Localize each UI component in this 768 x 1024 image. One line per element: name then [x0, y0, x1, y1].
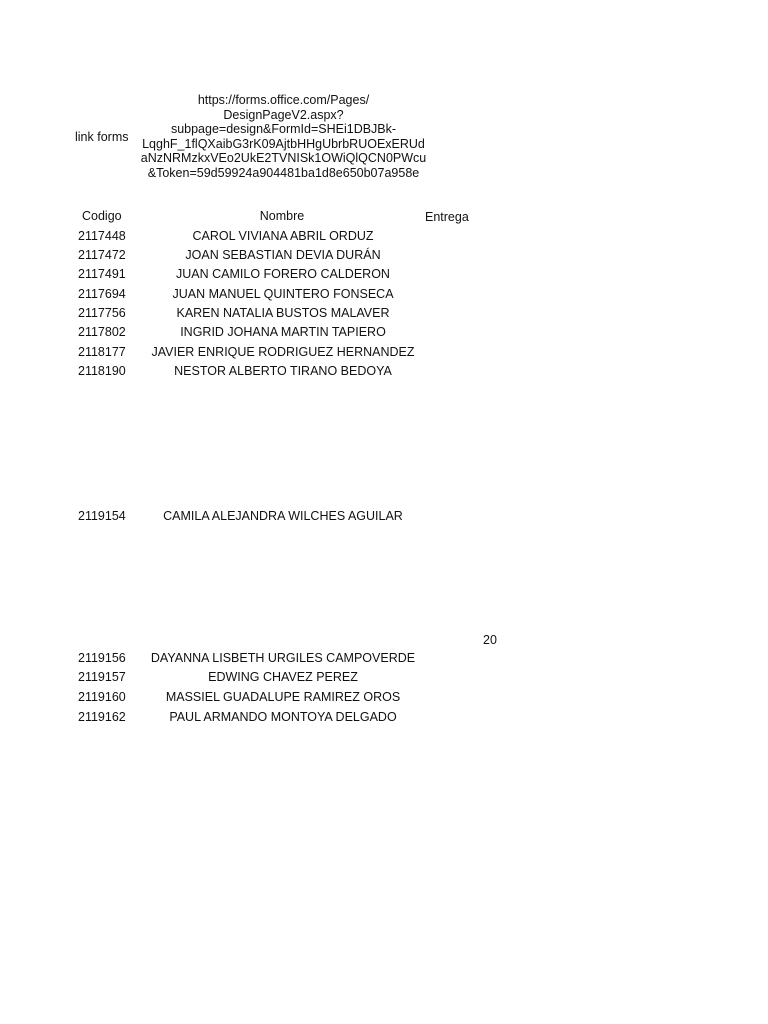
student-name: CAROL VIVIANA ABRIL ORDUZ	[192, 229, 374, 243]
student-code: 2119162	[78, 710, 126, 724]
student-name: CAMILA ALEJANDRA WILCHES AGUILAR	[163, 509, 403, 523]
student-name: JUAN CAMILO FORERO CALDERON	[176, 267, 390, 281]
student-code: 2119154	[78, 509, 126, 523]
student-code: 2117491	[78, 267, 126, 281]
table-row	[0, 670, 768, 686]
student-name: EDWING CHAVEZ PEREZ	[208, 670, 358, 684]
student-code: 2119156	[78, 651, 126, 665]
form-url-line: aNzNRMzkxVEo2UkE2TVNISk1OWiQlQCN0PWcu	[140, 151, 427, 166]
student-code: 2117694	[78, 287, 126, 301]
student-name: JUAN MANUEL QUINTERO FONSECA	[172, 287, 394, 301]
student-name: INGRID JOHANA MARTIN TAPIERO	[180, 325, 386, 339]
form-url-line: &Token=59d59924a904481ba1d8e650b07a958e	[147, 165, 420, 180]
header-entrega: Entrega	[425, 210, 469, 224]
student-name: MASSIEL GUADALUPE RAMIREZ OROS	[165, 690, 401, 704]
table-row	[0, 287, 768, 303]
table-row	[0, 229, 768, 245]
student-code: 2119157	[78, 670, 126, 684]
form-url-line: subpage=design&FormId=SHEi1DBJBk-	[170, 122, 397, 137]
form-url[interactable]	[140, 93, 427, 181]
student-code: 2117802	[78, 325, 126, 339]
student-code: 2119160	[78, 690, 126, 704]
table-row	[0, 267, 768, 283]
form-url-line: DesignPageV2.aspx?	[223, 107, 344, 122]
student-code: 2117472	[78, 248, 126, 262]
table-row	[0, 306, 768, 322]
student-name: JAVIER ENRIQUE RODRIGUEZ HERNANDEZ	[151, 345, 415, 359]
header-codigo: Codigo	[82, 209, 122, 223]
header-nombre: Nombre	[259, 209, 305, 223]
student-name: JOAN SEBASTIAN DEVIA DURÁN	[185, 248, 381, 262]
student-code: 2118190	[78, 364, 126, 378]
entrega-count: 20	[483, 633, 497, 647]
student-name: DAYANNA LISBETH URGILES CAMPOVERDE	[150, 651, 416, 665]
table-row	[0, 690, 768, 706]
student-code: 2117448	[78, 229, 126, 243]
table-row	[0, 325, 768, 341]
student-name: NESTOR ALBERTO TIRANO BEDOYA	[174, 364, 392, 378]
table-row	[0, 248, 768, 264]
student-code: 2117756	[78, 306, 126, 320]
student-name: KAREN NATALIA BUSTOS MALAVER	[176, 306, 390, 320]
student-name: PAUL ARMANDO MONTOYA DELGADO	[169, 710, 397, 724]
student-code: 2118177	[78, 345, 126, 359]
table-row	[0, 345, 768, 361]
form-url-line: https://forms.office.com/Pages/	[197, 93, 370, 107]
table-row	[0, 651, 768, 667]
table-row	[0, 710, 768, 726]
table-row	[0, 364, 768, 380]
link-forms-label: link forms	[75, 130, 129, 144]
table-row	[0, 509, 768, 525]
form-url-line: LqghF_1flQXaibG3rK09AjtbHHgUbrbRUOExERUd	[142, 136, 425, 151]
